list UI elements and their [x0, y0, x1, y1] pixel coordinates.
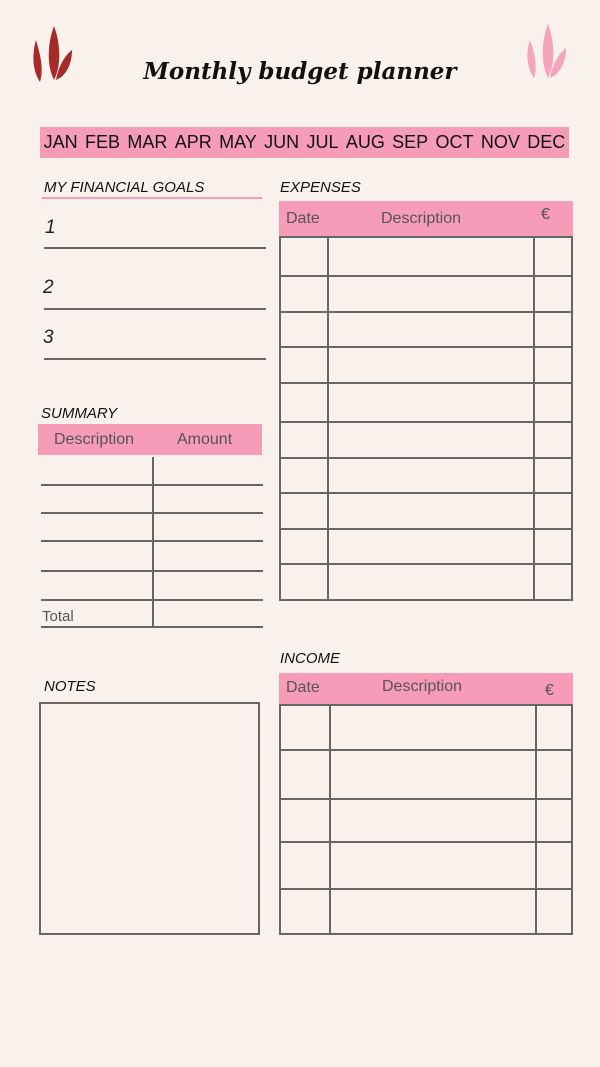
summary-divider: [152, 457, 154, 628]
goal-number: 1: [45, 217, 56, 238]
summary-col-amount: Amount: [177, 430, 233, 448]
month-label[interactable]: NOV: [480, 132, 520, 152]
goals-underline: [42, 197, 262, 199]
goal-number: 3: [43, 327, 54, 348]
summary-row-line[interactable]: [41, 599, 263, 601]
expenses-row-line[interactable]: [279, 275, 573, 277]
expenses-divider: [533, 236, 535, 601]
income-row-line[interactable]: [279, 888, 573, 890]
summary-row-line[interactable]: [41, 626, 263, 628]
expenses-col-currency: €: [541, 206, 550, 223]
income-row-line[interactable]: [279, 749, 573, 751]
summary-row-line[interactable]: [41, 570, 263, 572]
expenses-row-line[interactable]: [279, 382, 573, 384]
income-col-currency: €: [545, 682, 554, 699]
summary-col-description: Description: [54, 430, 135, 448]
month-label[interactable]: DEC: [527, 132, 566, 152]
month-label[interactable]: APR: [174, 132, 212, 152]
income-divider: [535, 704, 537, 935]
goal-line[interactable]: [44, 308, 266, 310]
goal-line[interactable]: [44, 247, 266, 249]
income-header: [279, 673, 573, 704]
month-bar: [40, 127, 569, 158]
income-row-line[interactable]: [279, 798, 573, 800]
month-label[interactable]: OCT: [435, 132, 474, 152]
summary-row-line[interactable]: [41, 484, 263, 486]
expenses-row-line[interactable]: [279, 563, 573, 565]
summary-row-line[interactable]: [41, 540, 263, 542]
summary-total-label: Total: [42, 608, 74, 625]
expenses-row-line[interactable]: [279, 346, 573, 348]
expenses-row-line[interactable]: [279, 528, 573, 530]
expenses-row-line[interactable]: [279, 492, 573, 494]
goal-line[interactable]: [44, 358, 266, 360]
expenses-heading: EXPENSES: [280, 179, 361, 196]
income-row-line[interactable]: [279, 841, 573, 843]
expenses-row-line[interactable]: [279, 311, 573, 313]
month-label[interactable]: JUL: [306, 132, 339, 152]
summary-header: [38, 424, 262, 455]
summary-heading: SUMMARY: [41, 405, 118, 422]
month-label[interactable]: FEB: [85, 132, 121, 152]
month-label[interactable]: SEP: [392, 132, 429, 152]
notes-heading: NOTES: [44, 678, 96, 695]
month-label[interactable]: AUG: [345, 132, 385, 152]
income-col-description: Description: [382, 678, 463, 695]
page-title: Monthly budget planner: [143, 58, 457, 85]
month-label[interactable]: MAY: [219, 132, 257, 152]
month-label[interactable]: MAR: [127, 132, 168, 152]
income-divider: [329, 704, 331, 935]
expenses-col-date: Date: [286, 209, 320, 227]
goal-number: 2: [43, 277, 54, 298]
expenses-row-line[interactable]: [279, 457, 573, 459]
summary-row-line[interactable]: [41, 512, 263, 514]
income-col-date: Date: [286, 679, 320, 696]
goals-heading: MY FINANCIAL GOALS: [44, 179, 205, 196]
expenses-row-line[interactable]: [279, 421, 573, 423]
month-label[interactable]: JAN: [43, 132, 78, 152]
income-table: [279, 704, 573, 935]
month-label[interactable]: JUN: [264, 132, 300, 152]
income-heading: INCOME: [280, 650, 340, 667]
notes-box[interactable]: [39, 702, 260, 935]
expenses-header: [279, 201, 573, 236]
expenses-col-description: Description: [381, 209, 462, 227]
expenses-table: [279, 236, 573, 601]
expenses-divider: [327, 236, 329, 601]
